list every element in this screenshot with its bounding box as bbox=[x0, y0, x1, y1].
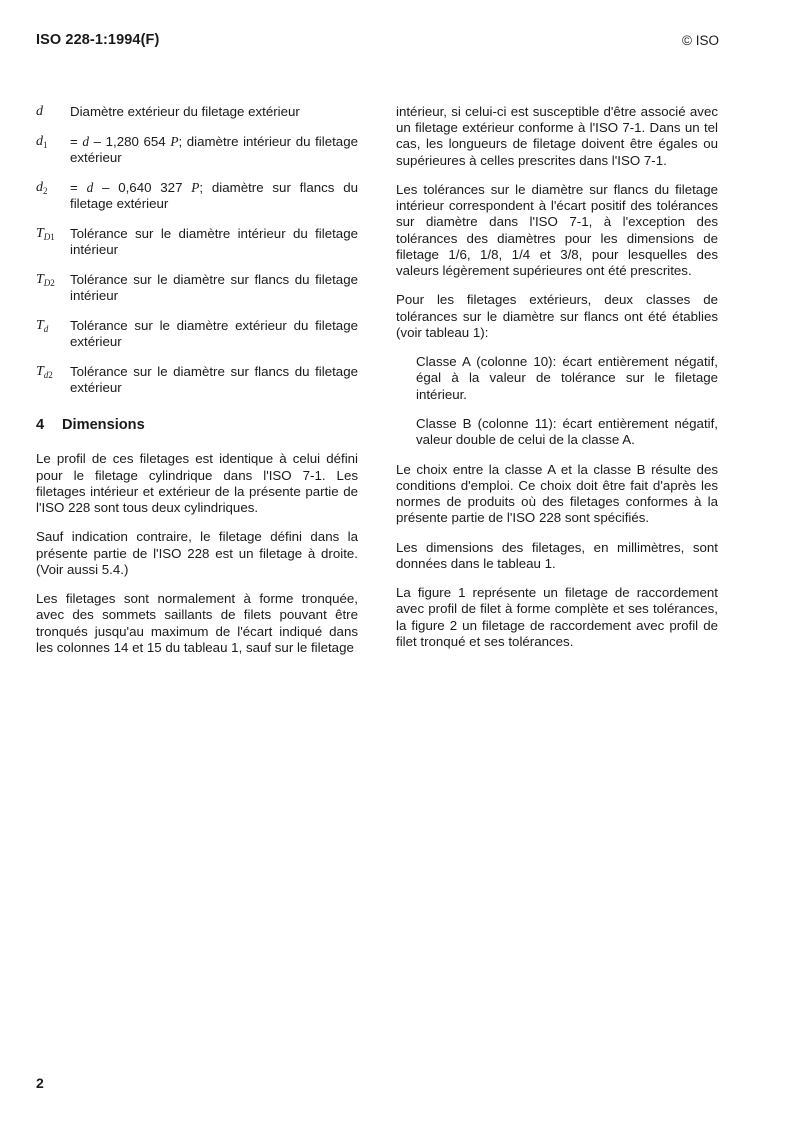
definition-Td bbox=[36, 318, 358, 350]
left-column bbox=[36, 104, 358, 669]
copyright-mark: © ISO bbox=[682, 33, 719, 48]
paragraph: Sauf indication contraire, le filetage défini dans la présente partie de l'ISO 228 est un filetage à droite. (Voir aussi 5.4.) bbox=[36, 529, 358, 577]
definition-text: Diamètre extérieur du filetage extérieur bbox=[70, 104, 300, 119]
definition-text: Tolérance sur le diamètre sur flancs du filetage extérieur bbox=[70, 363, 358, 395]
right-column bbox=[396, 104, 718, 663]
definition-d1 bbox=[36, 134, 358, 166]
definition-text: Tolérance sur le diamètre intérieur du filetage intérieur bbox=[70, 225, 358, 257]
paragraph: Les dimensions des filetages, en millimètres, sont données dans le tableau 1. bbox=[396, 539, 718, 571]
definition-text: Tolérance sur le diamètre extérieur du filetage extérieur bbox=[70, 317, 358, 349]
paragraph: Les tolérances sur le diamètre sur flancs du filetage intérieur correspondent à l'écart positif des tolérances sur diamètre dans l'ISO 7-1, à l'exception des tolérances des diamètres pour les dimensions de filetage 1/6, 1/8, 1/4 et 3/8, pour lesquelles des valeurs légèrement supérieures ont été prescrites. bbox=[396, 182, 718, 279]
definition-TD1 bbox=[36, 226, 358, 258]
definition-text: = d – 1,280 654 P; diamètre intérieur du filetage extérieur bbox=[70, 133, 358, 165]
paragraph: Pour les filetages extérieurs, deux classes de tolérances sur le diamètre sur flancs ont été établies (voir tableau 1): bbox=[396, 292, 718, 340]
symbol-d1: $d_1$ bbox=[36, 133, 48, 150]
symbol-Td2: $T_{d2}$ bbox=[36, 363, 53, 380]
definition-d2 bbox=[36, 180, 358, 212]
class-a-paragraph: Classe A (colonne 10): écart entièrement négatif, égal à la valeur de tolérance sur le filetage intérieur. bbox=[416, 354, 718, 402]
definition-TD2 bbox=[36, 272, 358, 304]
paragraph: La figure 1 représente un filetage de raccordement avec profil de filet à forme complète et ses tolérances, la figure 2 un filetage de raccordement avec profil de filet tronqué et ses tolérances. bbox=[396, 585, 718, 649]
definition-d bbox=[36, 104, 358, 120]
symbol-TD2: $T_{D2}$ bbox=[36, 271, 55, 288]
document-standard-id: ISO 228-1:1994(F) bbox=[36, 32, 160, 48]
page-number: 2 bbox=[36, 1075, 44, 1091]
symbol-d: d bbox=[36, 104, 43, 119]
symbol-definitions bbox=[36, 104, 358, 396]
section-number: 4 bbox=[36, 417, 45, 434]
definition-text: = d – 0,640 327 P; diamètre sur flancs du filetage extérieur bbox=[70, 179, 358, 211]
symbol-TD1: $T_{D1}$ bbox=[36, 225, 55, 242]
paragraph: intérieur, si celui-ci est susceptible d'être associé avec un filetage extérieur conforme à l'ISO 7-1. Dans un tel cas, les longueurs de filetage doivent être égales ou supérieures à celles prescrites dans l'ISO 7-1. bbox=[396, 104, 718, 168]
section-heading bbox=[36, 417, 358, 433]
definition-text: Tolérance sur le diamètre sur flancs du filetage intérieur bbox=[70, 271, 358, 303]
symbol-d2: $d_2$ bbox=[36, 179, 48, 196]
symbol-Td: $T_d$ bbox=[36, 317, 49, 334]
paragraph: Le profil de ces filetages est identique à celui défini pour le filetage cylindrique dans l'ISO 7-1. Les filetages intérieur et extérieur de la présente partie de l'ISO 228 sont tous deux cylindriques. bbox=[36, 451, 358, 516]
section-title: Dimensions bbox=[62, 417, 145, 434]
paragraph: Les filetages sont normalement à forme tronquée, avec des sommets saillants de filets pouvant être tronqués jusqu'au maximum de l'écart indiqué dans les colonnes 14 et 15 du tableau 1, sauf sur le filetage bbox=[36, 591, 358, 655]
class-b-paragraph: Classe B (colonne 11): écart entièrement négatif, valeur double de celui de la classe A. bbox=[416, 416, 718, 448]
paragraph: Le choix entre la classe A et la classe B résulte des conditions d'emploi. Ce choix doit être fait d'après les normes de produits où des filetages conformes à la présente partie de l'ISO 228 sont spécifiés. bbox=[396, 461, 718, 526]
definition-Td2 bbox=[36, 364, 358, 396]
